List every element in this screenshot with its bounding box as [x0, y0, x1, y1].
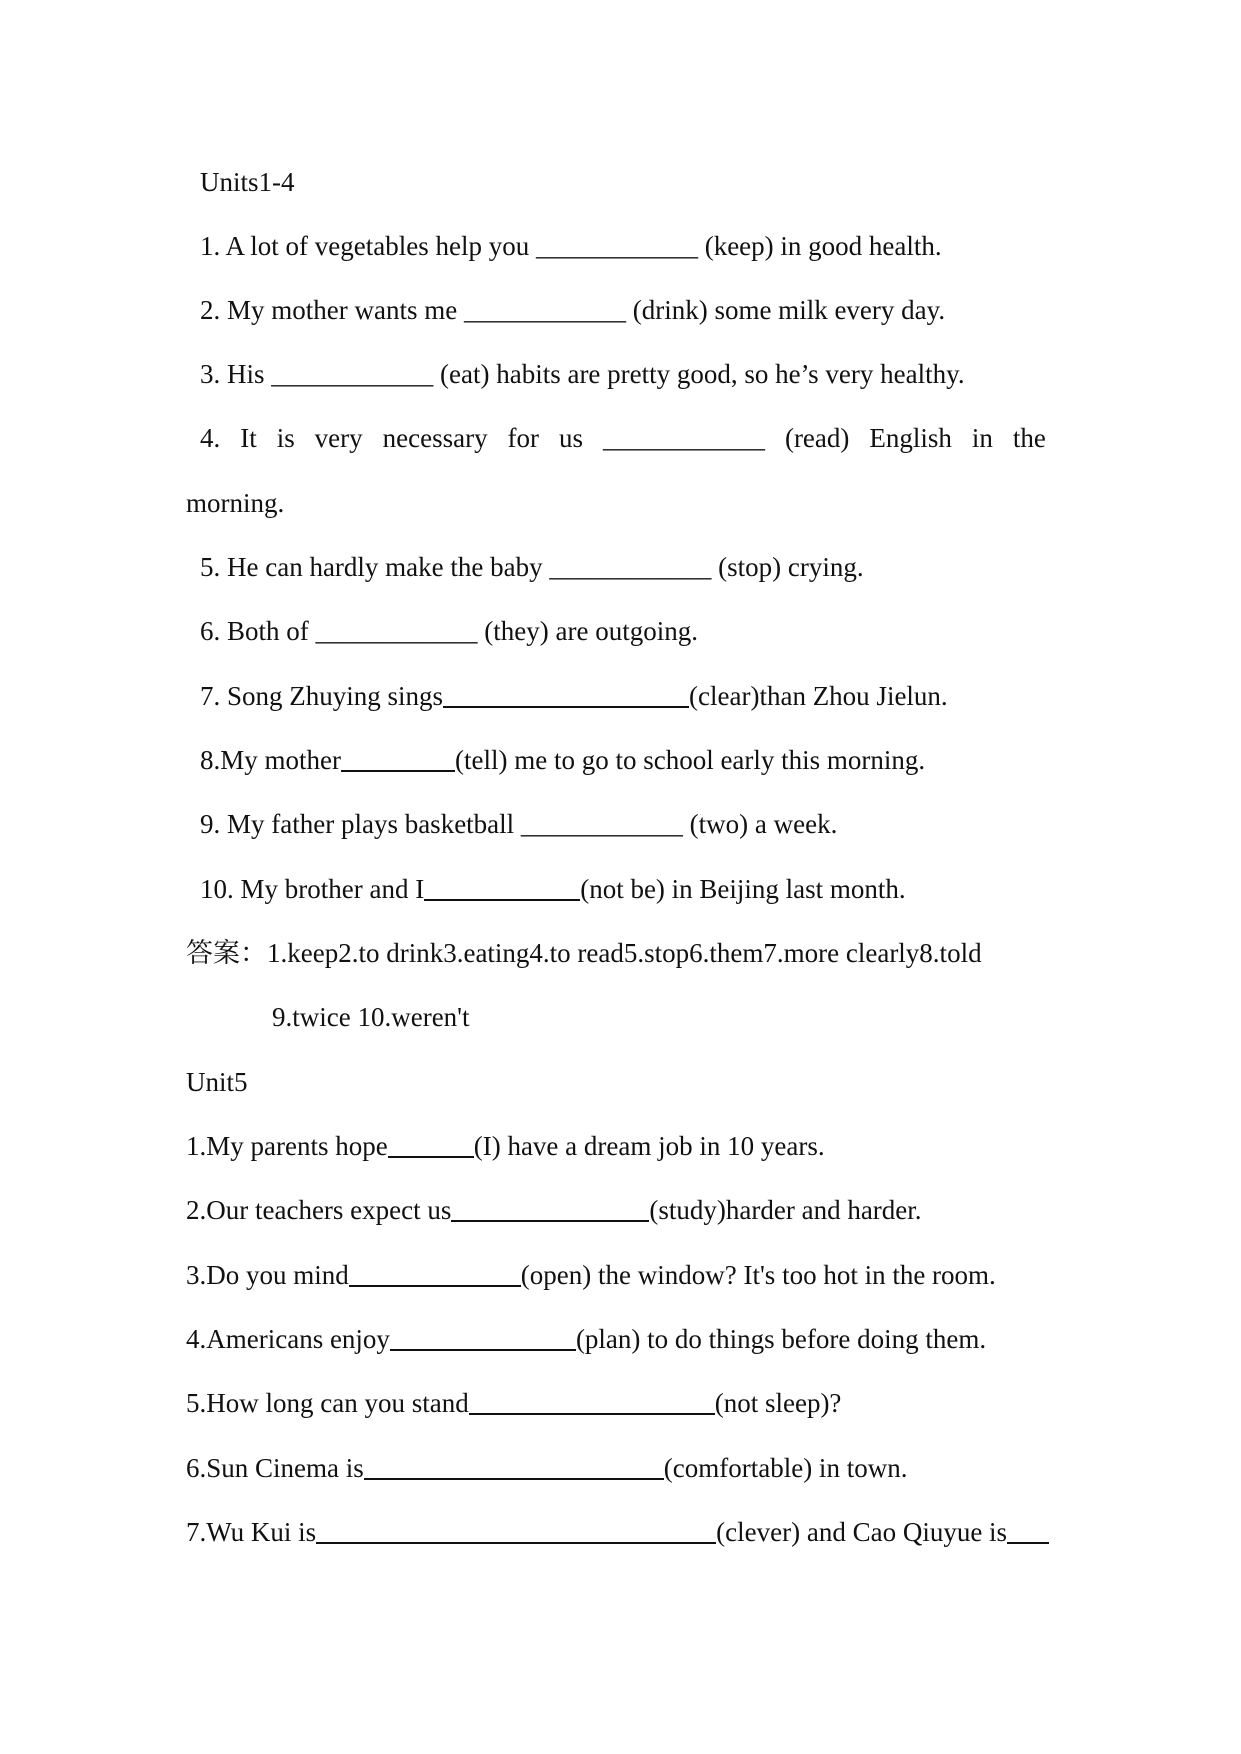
exercise-item-6 [200, 615, 698, 647]
section1-heading: Units1-4 [200, 167, 295, 197]
item-text-post: (comfortable) in town. [663, 1453, 908, 1483]
item-text-pre: 9. My father plays basketball [200, 809, 521, 839]
exercise-item-u5-4 [186, 1323, 986, 1355]
item-text-pre: 8.My mother [200, 745, 341, 775]
item-word: English [869, 423, 952, 453]
item-text-post: (not be) in Beijing last month. [580, 874, 906, 904]
item-word: It [240, 423, 257, 453]
item-text-post: (drink) some milk every day. [625, 295, 946, 325]
answer-key-label: 答案： [186, 938, 267, 968]
item-text-pre: 2.Our teachers expect us [186, 1195, 452, 1225]
answer-blank[interactable] [388, 1132, 474, 1158]
exercise-item-10 [200, 873, 906, 905]
item-text-post: (open) the window? It's too hot in the room. [520, 1260, 996, 1290]
answer-blank[interactable] [451, 1196, 649, 1222]
item-text-post: (clever) and Cao Qiuyue is [716, 1517, 1008, 1547]
exercise-item-4 [200, 422, 1046, 454]
item-text-post: (clear)than Zhou Jielun. [689, 681, 948, 711]
exercise-item-5 [200, 551, 864, 583]
item-text-pre: 10. My brother and I [200, 874, 425, 904]
item-word: (read) [784, 423, 850, 453]
item-text-pre: 7. Song Zhuying sings [200, 681, 444, 711]
item-text-pre: 4.Americans enjoy [186, 1324, 390, 1354]
item-word: very [314, 423, 363, 453]
item-word: necessary [382, 423, 488, 453]
item-text-pre: 5.How long can you stand [186, 1388, 469, 1418]
answer-key-line-2: 9.twice 10.weren't [272, 1002, 470, 1032]
item-text-pre: 5. He can hardly make the baby [200, 552, 550, 582]
exercise-item-4-continuation: morning. [186, 488, 285, 518]
answer-blank[interactable]: ____________ [602, 423, 765, 453]
item-word: the [1012, 423, 1046, 453]
item-text-post: (keep) in good health. [697, 231, 942, 261]
item-text-post: (I) have a dream job in 10 years. [473, 1131, 825, 1161]
answer-blank[interactable] [443, 682, 689, 708]
item-text-pre: 3. His [200, 359, 272, 389]
exercise-item-u5-2 [186, 1194, 922, 1226]
answer-key-text: 1.keep2.to drink3.eating4.to read5.stop6.them7.more clearly8.told [267, 938, 982, 968]
item-text-pre: 1. A lot of vegetables help you [200, 231, 536, 261]
answer-blank[interactable]: ____________ [549, 552, 712, 582]
exercise-item-9 [200, 808, 837, 840]
answer-blank[interactable] [316, 1518, 716, 1544]
item-text-post: (eat) habits are pretty good, so he’s very healthy. [433, 359, 965, 389]
answer-key-line-1 [186, 937, 982, 969]
item-word: is [276, 423, 295, 453]
item-text-pre: 6.Sun Cinema is [186, 1453, 364, 1483]
answer-blank[interactable]: ____________ [315, 616, 478, 646]
exercise-item-u5-3 [186, 1259, 996, 1291]
item-text-post: (they) are outgoing. [477, 616, 698, 646]
answer-blank[interactable]: ____________ [463, 295, 626, 325]
exercise-item-u5-7 [186, 1516, 1049, 1548]
item-text-post: (two) a week. [682, 809, 838, 839]
item-text-post: (plan) to do things before doing them. [575, 1324, 987, 1354]
exercise-item-u5-6 [186, 1452, 907, 1484]
item-text-pre: 3.Do you mind [186, 1260, 349, 1290]
item-text-post: (tell) me to go to school early this morning. [455, 745, 926, 775]
exercise-item-7 [200, 680, 948, 712]
answer-blank[interactable]: ____________ [520, 809, 683, 839]
item-text-post: (study)harder and harder. [649, 1195, 922, 1225]
answer-blank[interactable] [364, 1454, 664, 1480]
answer-blank[interactable] [341, 746, 455, 772]
answer-blank[interactable] [349, 1261, 521, 1287]
answer-blank[interactable] [424, 875, 580, 901]
answer-blank[interactable]: ____________ [535, 231, 698, 261]
answer-blank[interactable]: ____________ [271, 359, 434, 389]
item-word: us [559, 423, 584, 453]
item-text-pre: 2. My mother wants me [200, 295, 464, 325]
exercise-item-u5-1 [186, 1130, 825, 1162]
item-text-post: (stop) crying. [711, 552, 864, 582]
exercise-item-2 [200, 294, 945, 326]
answer-blank[interactable] [1007, 1518, 1049, 1544]
answer-blank[interactable] [390, 1325, 576, 1351]
answer-blank[interactable] [469, 1389, 715, 1415]
item-word: in [971, 423, 993, 453]
exercise-item-8 [200, 744, 925, 776]
exercise-item-3 [200, 358, 965, 390]
exercise-item-u5-5 [186, 1387, 841, 1419]
exercise-item-1 [200, 230, 942, 262]
item-text-pre: 7.Wu Kui is [186, 1517, 317, 1547]
section2-heading: Unit5 [186, 1067, 248, 1097]
item-word: 4. [200, 423, 221, 453]
item-word: for [507, 423, 540, 453]
item-text-pre: 6. Both of [200, 616, 316, 646]
item-text-post: (not sleep)? [714, 1388, 842, 1418]
item-text-pre: 1.My parents hope [186, 1131, 388, 1161]
